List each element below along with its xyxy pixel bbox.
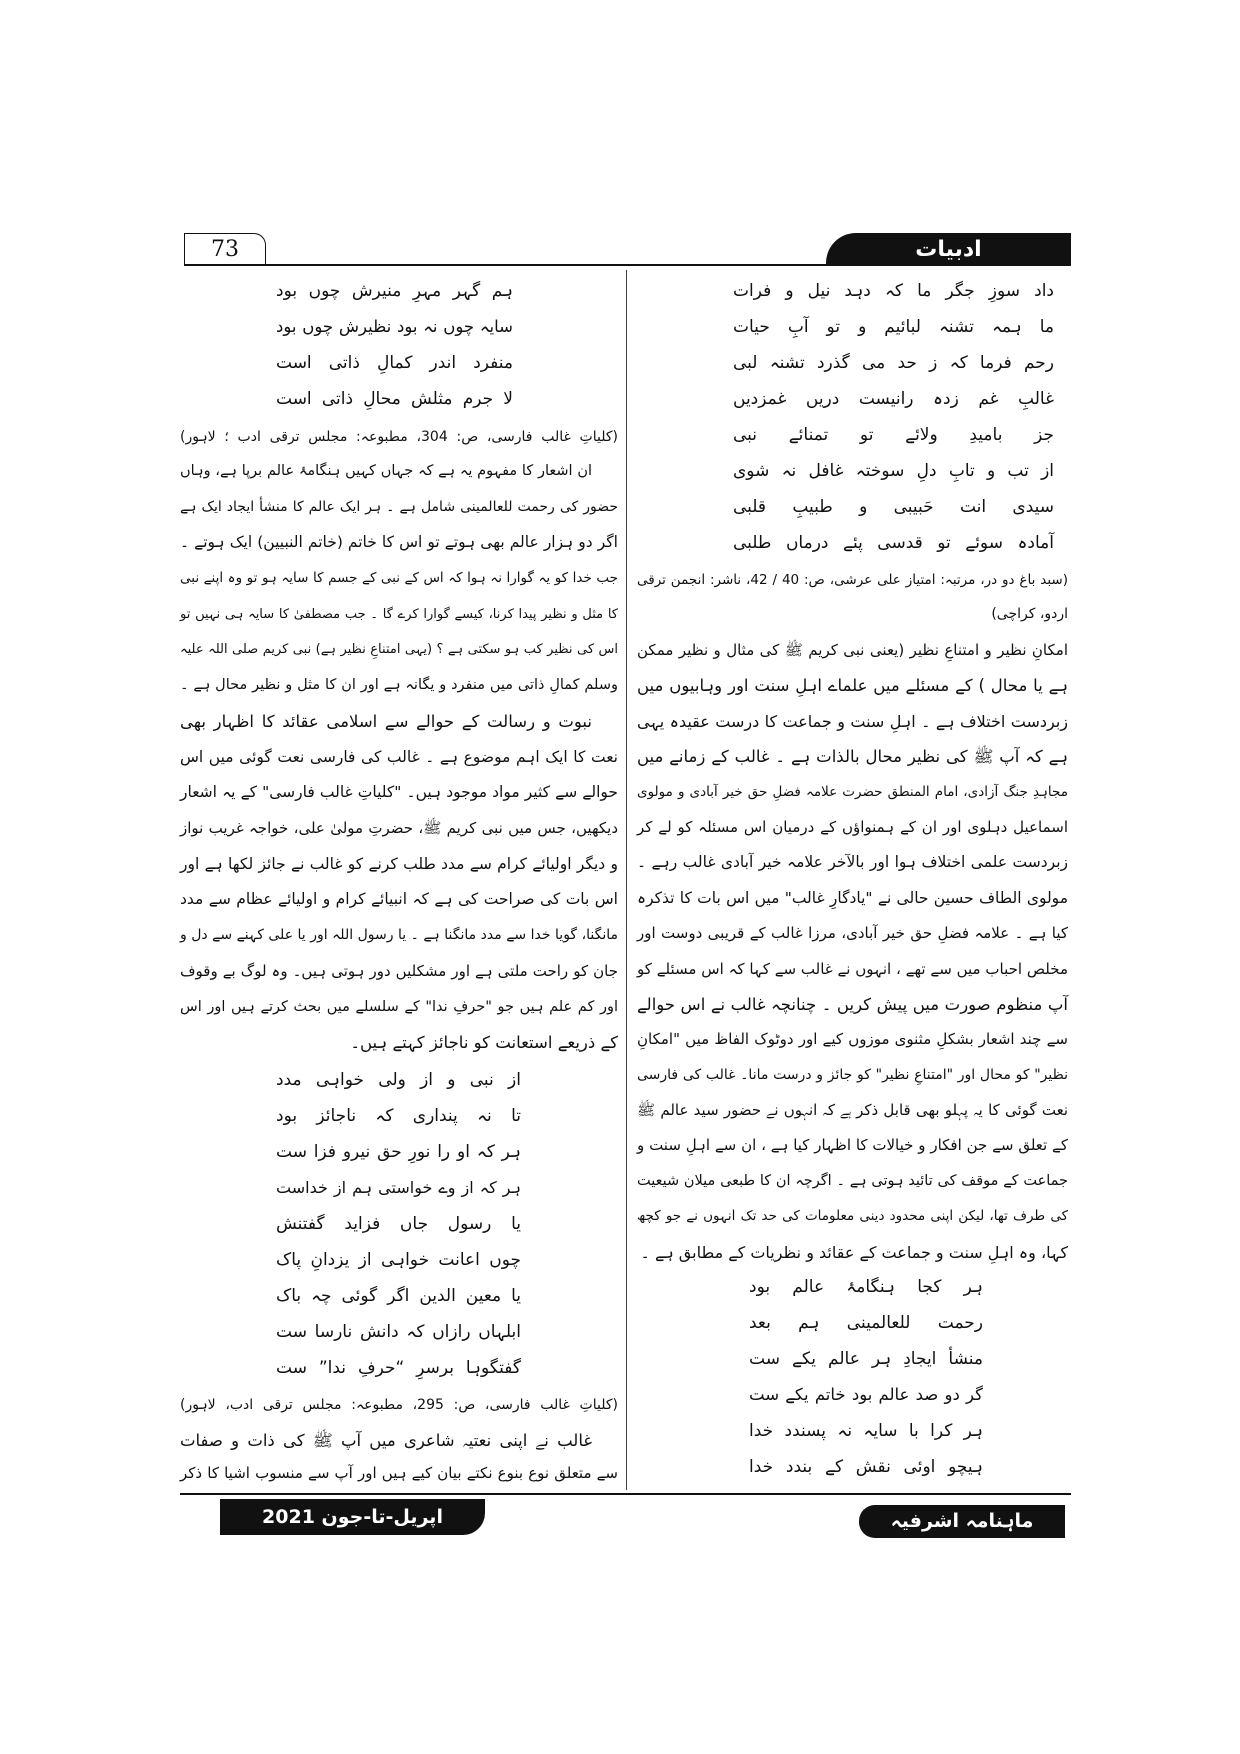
text-line: نظیر" کو محال اور "امتناعِ نظیر" کو جائز و درست مانا۔ غالب کی فارسی <box>637 1066 1068 1083</box>
text-line: ہے کہ آپ ﷺ کی نظیر محال بالذات ہے ۔ غالب کے زمانے میں <box>637 747 1068 767</box>
verse-line: منشأ ایجادِ ہر عالم یکے ست <box>749 1349 983 1369</box>
text-line: مولوی الطاف حسین حالی نے "یادگارِ غالب" میں اس بات کا تذکرہ <box>637 888 1068 907</box>
verse-line: گفتگوہا برسرِ “حرفِ ندا” ست <box>276 1358 521 1378</box>
text-line: اس بات کی صراحت کی ہے کہ انبیائے کرام و اولیائے عظام سے مدد <box>180 890 618 909</box>
right-poem-1 <box>733 273 1054 561</box>
verse-line: یا رسول جاں فزاید گفتنش <box>276 1214 521 1234</box>
verse-line: غالبِ غم زدہ رانیست دریں غمزدیں <box>733 389 1054 409</box>
text-line: مجاہدِ جنگ آزادی، امام المنطق حضرت علامہ فضلِ حق خیر آبادی و مولوی <box>637 783 1068 800</box>
text-line: امکانِ نظیر و امتناعِ نظیر (یعنی نبی کریم ﷺ کی مثال و نظیر ممکن <box>637 641 1068 659</box>
page-number: 73 <box>184 233 266 265</box>
right-poem-2 <box>749 1269 983 1485</box>
text-line: غالب نے اپنی نعتیہ شاعری میں آپ ﷺ کی ذات و صفات <box>180 1431 592 1450</box>
text-line: کہا، وہ اہلِ سنت و جماعت کے عقائد و نظریات کے مطابق ہے ۔ <box>640 1242 1068 1262</box>
verse-line: ابلہاں رازاں کہ دانش نارسا ست <box>276 1322 521 1342</box>
verse-line: داد سوزِ جگر ما کہ دہد نیل و فرات <box>733 281 1054 301</box>
text-line: اسماعیل دہلوی اور ان کے ہمنواؤں کے درمیان اس مسئلہ کو لے کر <box>637 817 1068 836</box>
text-line: و دیگر اولیائے کرام سے مدد طلب کرنے کو غالب نے جائز لکھا ہے اور <box>180 854 618 873</box>
left-paragraph-2 <box>180 704 618 1061</box>
verse-line: از تب و تابِ دلِ سوختہ غافل نہ شوی <box>733 461 1054 481</box>
citation-line: (کلیاتِ غالب فارسی، ص: 295، مطبوعہ: مجلس ترقی ادب، لاہور) <box>180 1397 618 1413</box>
text-line: حوالے سے کثیر مواد موجود ہیں۔ "کلیاتِ غالب فارسی" کے یہ اشعار <box>180 783 618 802</box>
left-poem-1 <box>276 273 513 417</box>
text-line: جان کو راحت ملتی ہے اور مشکلیں دور ہوتی ہیں۔ وہ لوگ بے وقوف <box>180 961 618 980</box>
text-line: دیکھیں، جس میں نبی کریم ﷺ، حضرتِ مولیٰ علی، خواجہ غریب نواز <box>180 819 618 838</box>
magazine-name-tab: ماہنامہ اشرفیہ <box>859 1505 1065 1538</box>
column-divider <box>626 270 627 1490</box>
citation-line: (کلیاتِ غالب فارسی، ص: 304، مطبوعہ: مجلس ترقی ادب ؛ لاہور) <box>180 429 618 445</box>
text-line: مخلص احباب میں سے تھے ، انہوں نے غالب سے کہا کہ اس مسئلے کو <box>637 959 1068 978</box>
verse-line: ہیچو اوئی نقش کے بندد خدا <box>749 1457 983 1477</box>
text-line: کے ذریعے استعانت کو ناجائز کہتے ہیں۔ <box>350 1033 618 1053</box>
section-title-tab: ادبیات <box>826 233 1071 266</box>
text-line: کیا ہے ۔ علامہ فضلِ حق خیر آبادی، مرزا غالب کے قریبی دوست اور <box>637 924 1068 943</box>
footer-rule <box>180 1493 1071 1495</box>
text-line: ہے یا محال ) کے مسئلے میں علماے اہلِ سنت اور وہابیوں میں <box>637 676 1068 696</box>
right-paragraph <box>637 633 1068 1270</box>
text-line: اور کم علم ہیں جو "حرفِ ندا" کے سلسلے میں بحث کرتے ہیں اور اس <box>180 998 618 1015</box>
verse-line: ہم گہر مہرِ منیرش چوں بود <box>276 281 513 301</box>
verse-line: لا جرم مثلش محالِ ذاتی است <box>276 389 513 409</box>
verse-line: رحمت للعالمینی ہم بعد <box>749 1313 983 1333</box>
text-line: اس کی نظیر کب ہو سکتی ہے ؟ (یہی امتناعِ نظیر ہے) نبی کریم صلی اللہ علیہ <box>180 642 618 658</box>
verse-line: چوں اعانت خواہی از یزدانِ پاک <box>276 1250 521 1270</box>
right-citation <box>637 563 1068 631</box>
verse-line: گر دو صد عالم بود خاتم یکے ست <box>749 1385 983 1404</box>
verse-line: ہر کجا ہنگامۂ عالم بود <box>749 1277 983 1297</box>
issue-date-tab: اپریل-تا-جون 2021 <box>220 1499 485 1535</box>
text-line: جب خدا کو یہ گوارا نہ ہوا کہ اس کے نبی کے جسم کا سایہ ہو تو وہ اپنے نبی <box>180 570 618 587</box>
text-line: سے چند اشعار بشکلِ مثنوی موزوں کیے اور دوٹوک الفاظ میں "امکانِ <box>637 1030 1068 1049</box>
text-line: مانگنا، گویا خدا سے مدد مانگنا ہے ۔ یا رسول اللہ اور یا علی کہنے سے دل و <box>180 927 618 944</box>
text-line: زبردست علمی اختلاف ہوا اور بالآخر علامہ خیر آبادی غالب رہے ۔ <box>637 853 1068 872</box>
text-line: آپ منظوم صورت میں پیش کریں ۔ چنانچہ غالب نے اس حوالے <box>637 994 1068 1014</box>
text-line: کا مثل و نظیر پیدا کرنا، کیسے گوارا کرے گا ۔ جب مصطفیٰ کا سایہ ہی نہیں تو <box>180 606 618 622</box>
text-line: اگر دو ہزار عالم بھی ہوتے تو اس کا خاتم (خاتم النبیین) ایک ہوتے ۔ <box>180 533 618 552</box>
verse-line: ہر کرا با سایہ نہ پسندد خدا <box>749 1421 983 1441</box>
verse-line: ہر کہ او را نورِ حق نیرو فزا ست <box>276 1142 521 1162</box>
text-line: جماعت کے موقف کی تائید ہوتی ہے ۔ اگرچہ ان کا طبعی میلان شیعیت <box>637 1172 1068 1189</box>
verse-line: سیدی انت حَبیبی و طبیبِ قلبی <box>733 497 1054 517</box>
text-line: ان اشعار کا مفہوم یہ ہے کہ جہاں کہیں ہنگامۂ عالم برپا ہے، وہاں <box>180 463 592 479</box>
text-line: وسلم کمالِ ذاتی میں منفرد و یگانہ ہے اور ان کا مثل و نظیر محال ہے ۔ <box>180 677 618 694</box>
text-line: نعت گوئی کا یہ پہلو بھی قابل ذکر ہے کہ انہوں نے حضور سید عالم ﷺ <box>637 1101 1068 1120</box>
left-citation-2 <box>180 1388 618 1422</box>
text-line: حضور کی رحمت للعالمینی شامل ہے ۔ ہر ایک عالم کا منشأ ایجاد ایک ہے <box>180 498 618 515</box>
verse-line: منفرد اندر کمالِ ذاتی است <box>276 353 513 373</box>
verse-line: ہر کہ از وے خواستی ہم از خداست <box>276 1178 521 1197</box>
citation-line: (سبد باغ دو در، مرتبہ: امتیاز علی عرشی، ص: 40 / 42، ناشر: انجمن ترقی <box>637 572 1068 588</box>
left-paragraph-1 <box>180 454 618 704</box>
citation-line: اردو، کراچی) <box>991 606 1068 622</box>
text-line: کے تعلق سے جن افکار و خیالات کا اظہار کیا ہے ، ان سے اہلِ سنت و <box>637 1136 1068 1155</box>
left-paragraph-3 <box>180 1424 618 1490</box>
left-citation-1 <box>180 420 618 454</box>
text-line: زبردست اختلاف ہے ۔ اہلِ سنت و جماعت کا درست عقیدہ یہی <box>637 711 1068 731</box>
verse-line: جز بامیدِ ولائے تو تمنائے نبی <box>733 425 1054 445</box>
verse-line: تا نہ پنداری کہ ناجائز بود <box>276 1106 521 1126</box>
text-line: نعت کا ایک اہم موضوع ہے ۔ غالب کی فارسی نعت گوئی میں اس <box>180 747 618 766</box>
text-line: نبوت و رسالت کے حوالے سے اسلامی عقائد کا اظہار بھی <box>180 712 592 731</box>
verse-line: یا معین الدین اگر گوئی چہ باک <box>276 1286 521 1306</box>
verse-line: رحم فرما کہ ز حد می گذرد تشنہ لبی <box>733 353 1054 373</box>
verse-line: سایہ چوں نہ بود نظیرش چوں بود <box>276 317 513 336</box>
verse-line: آمادہ سوئے تو قدسی پئے درماں طلبی <box>733 533 1054 553</box>
verse-line: ما ہمہ تشنہ لبائیم و تو آبِ حیات <box>733 317 1054 337</box>
verse-line: از نبی و از ولی خواہی مدد <box>276 1070 521 1090</box>
text-line: سے متعلق نوع بنوع نکتے بیان کیے ہیں اور آپ سے منسوب اشیا کا ذکر <box>180 1464 618 1482</box>
left-poem-2 <box>276 1062 521 1386</box>
text-line: کی طرف تھا، لیکن اپنی محدود دینی معلومات کی حد تک انہوں نے جو کچھ <box>637 1208 1068 1225</box>
